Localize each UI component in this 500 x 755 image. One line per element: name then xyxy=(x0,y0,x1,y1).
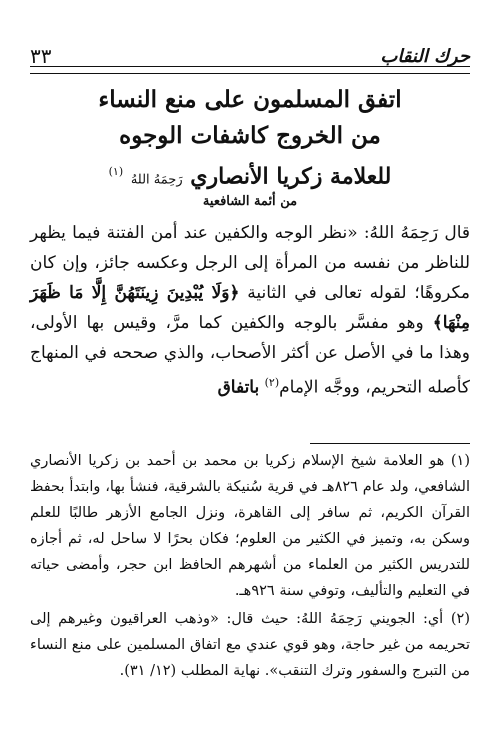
footnote-marker-2: (٢) xyxy=(264,376,280,389)
footnote-1: (١) هو العلامة شيخ الإسلام زكريا بن محمد بن أحمد بن زكريا الأنصاري الشافعي، ولد عام ٨٢٦هـ في قرية سُنيكة بالشرقية، فنشأ بها، وابتدأ بحفظ القرآن الكريم، ثم سافر إلى القاهرة، ونزل الجامع الأزهر طالبًا للعلم وسكن به، وتميز في الكثير من العلوم؛ فكان بحرًا لا ساحل له، ثم أجازه للتدريس الكثير من العلماء من أشهرهم الحافظ ابن حجر، وأمضى حياته في التعليم والتأليف، وتوفي سنة ٩٢٦هـ. xyxy=(30,453,470,599)
heading-line-2: من الخروج كاشفات الوجوه xyxy=(119,122,381,149)
header-divider xyxy=(30,66,470,74)
footnote-2: (٢) أي: الجويني رَحِمَهُ اللهُ: حيث قال: «وذهب العراقيون وغيرهم إلى تحريمه من غير حاجة، وهو قوي عندي مع اتفاق المسلمين على منع النساء من التبرج والسفور وترك التنقب». نهاية المطلب (١٢/ ٣١). xyxy=(30,611,470,679)
footnote-divider xyxy=(310,443,470,444)
footnotes xyxy=(30,448,470,686)
main-text xyxy=(30,218,470,403)
section-heading xyxy=(30,82,470,198)
footnote-marker-1: (١) xyxy=(108,165,124,178)
book-title: حرك النقاب xyxy=(380,46,470,67)
heading-line-1: اتفق المسلمون على منع النساء xyxy=(98,86,402,113)
main-text-part-2: وهو مفسَّر بالوجه والكفين كما مرَّ، وقيس بها الأولى، وهذا ما في الأصل عن أكثر الأصحاب، والذي صححه في المنهاج كأصله التحريم، ووجَّه الإمام xyxy=(30,313,470,398)
subheading: من أئمة الشافعية xyxy=(202,194,298,209)
main-text-part-3: باتفاق xyxy=(217,377,260,398)
heading-line-3 xyxy=(30,154,470,198)
page-header xyxy=(30,36,470,66)
page-number: ٣٣ xyxy=(30,44,52,68)
main-text-part-1: قال رَحِمَهُ اللهُ: «نظر الوجه والكفين عند أمن الفتنة فيما يظهر للناظر من نفسه من المرأة إلى الرجل وعكسه جائز، وإن كان مكروهًا؛ لقوله تعالى في الثانية xyxy=(30,223,470,303)
heading-line-3-text: للعلامة زكريا الأنصاري xyxy=(190,163,392,190)
honorific-phrase: رَحِمَهُ اللهُ xyxy=(130,172,183,188)
quran-verse: ﴿وَلَا يُبْدِينَ زِينَتَهُنَّ إِلَّا مَا ظَهَرَ مِنْهَا﴾ xyxy=(30,283,471,333)
